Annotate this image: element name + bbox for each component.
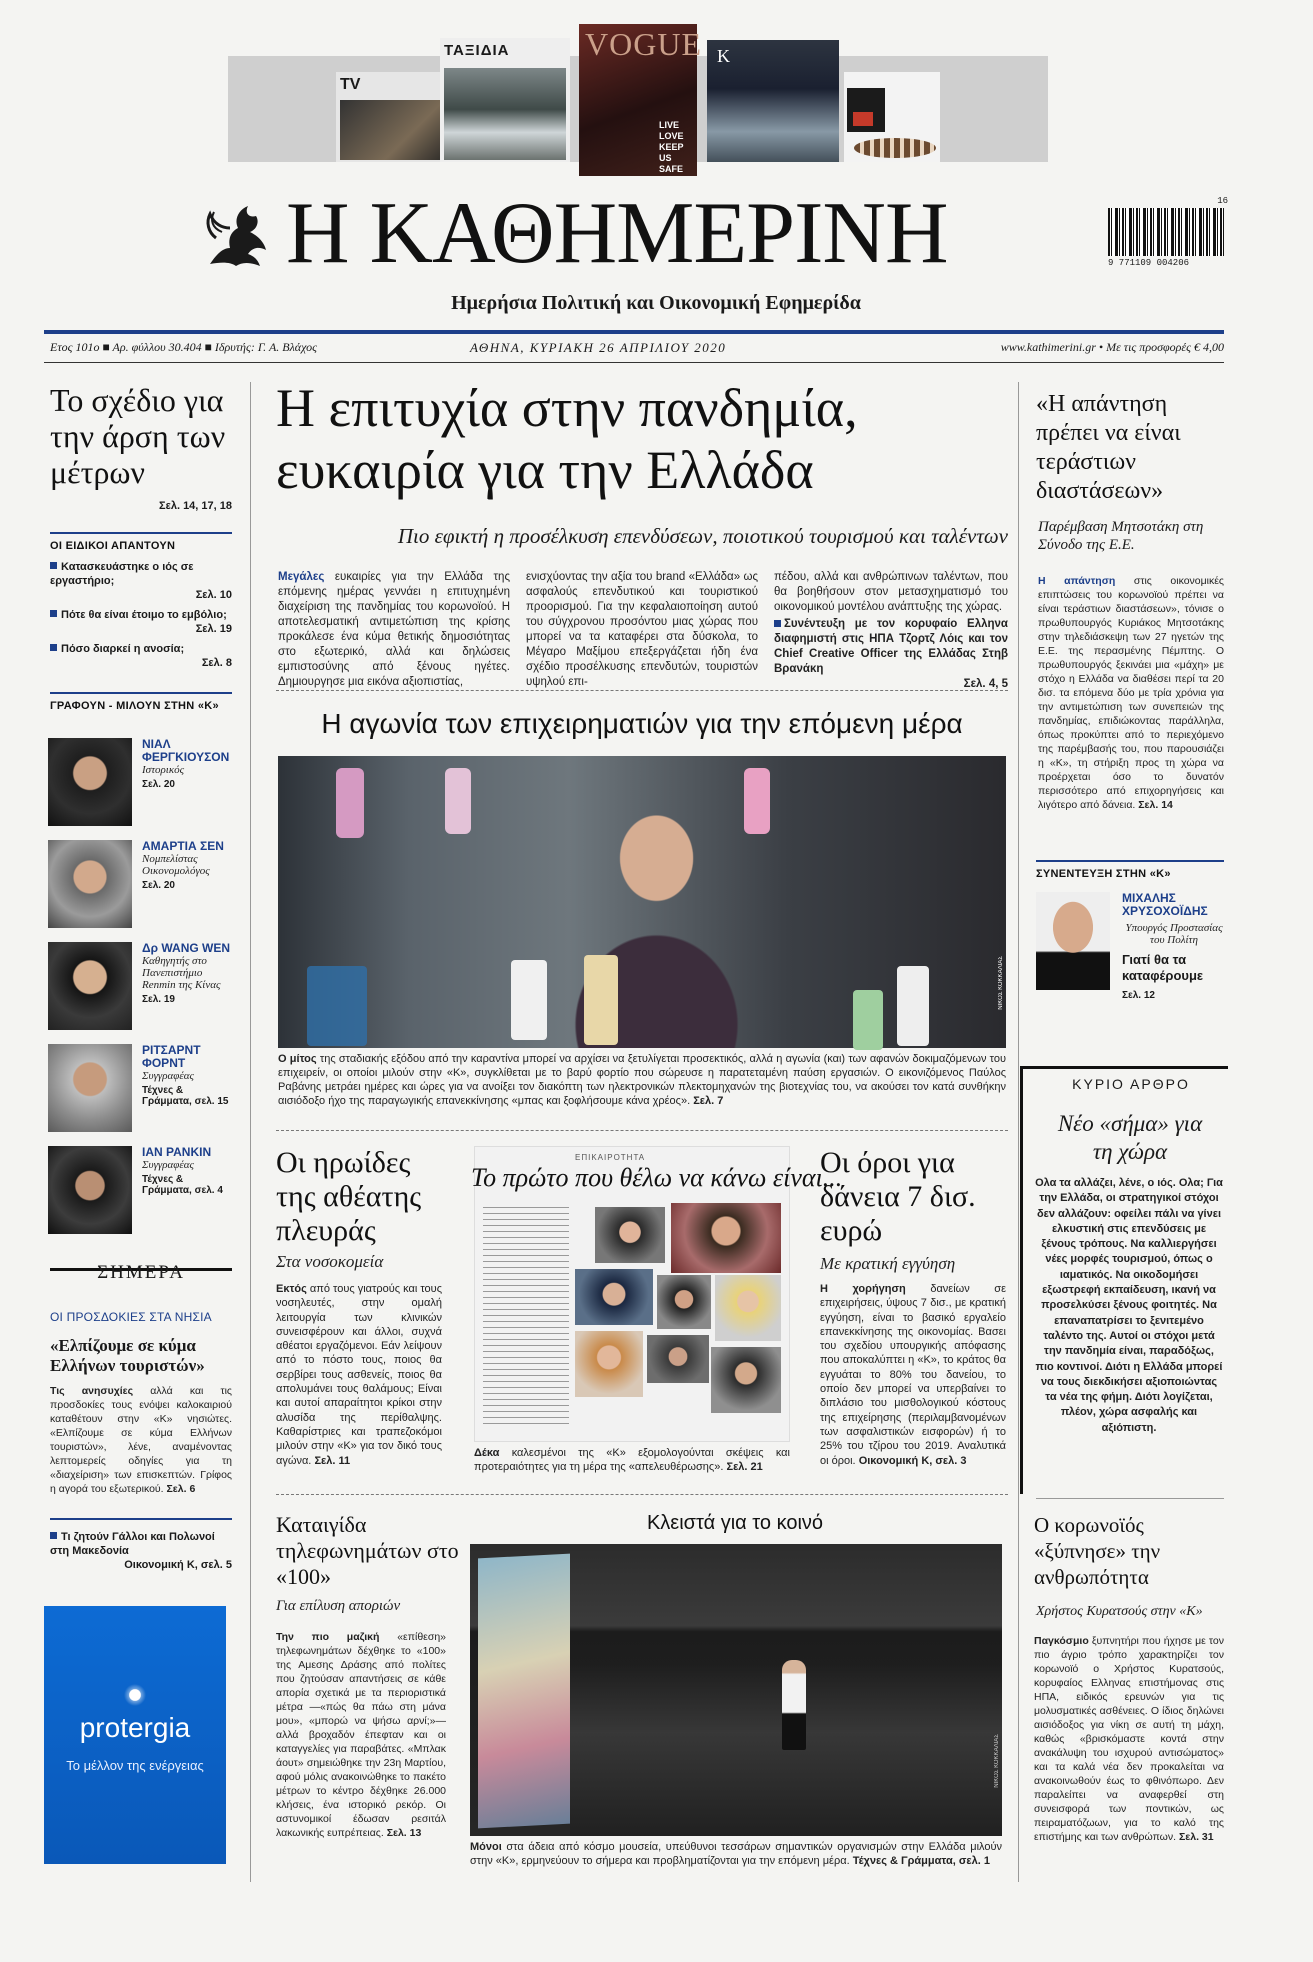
islands-lead: Τις ανησυχίες (50, 1385, 134, 1397)
phones-title[interactable]: Καταιγίδα τηλεφωνημάτων στο «100» (276, 1512, 459, 1589)
phones-subtitle: Για επίλυση αποριών (276, 1598, 401, 1614)
writer-name: Δρ WANG WEN (142, 941, 231, 955)
writer-card[interactable] (48, 738, 234, 832)
loans-lead: Η χορήγηση (820, 1283, 906, 1295)
lead-col1-text: ευκαιρίες για την Ελλάδα της επόμενης ημέρας γεννάει η επιτυχημένη διαχείριση της πανδημίας του κορωνοϊού. Η αποτελεσματική αντιμετώπιση της κρίσης προκάλεσε ένα κύμα θετικής δημοσιότητας στο εξωτερικό, αλλά και δηλώσεις εμπιστοσύνης από ξένους ηγέτες. Δημιουργησε μια εικόνα αξιοπιστίας, (278, 571, 510, 688)
bullet-square-icon (50, 1532, 57, 1539)
experts-item-ref: Σελ. 10 (195, 589, 232, 601)
agony-photo[interactable] (278, 756, 1006, 1048)
writer-avatar (48, 738, 132, 826)
agony-photo-spool (897, 966, 929, 1046)
supplement-taxidia-label: ΤΑΞΙΔΙΑ (444, 42, 510, 59)
gallois-rule (50, 1518, 232, 1520)
quote-text: στις οικονομικές επιπτώσεις του κορωνοϊού πρέπει να είναι τεράστιων διαστάσεων», τόνισε ο πρωθυπουργός Κυριάκος Μητσοτάκης στην τηλεδιάσκεψη των 27 ηγετών της Ε.Ε. της περασμένης Πέμπτης. Ο πρωθυπουργός ξεκινάει μια «μάχη» με στόχο η Ελλάδα να διαθέσει περί τα 20 δισ. τα επόμενα δύο με τρία χρόνια για την αντιμετώπιση των συνεπειών της πανδημίας, επιδιώκοντας παράλληλα, όπως προκύπτει από το περιεχόμενο της παρέμβασής του, που παρουσιάζει η «Κ», τη στήριξη προς τη χώρα να προέρχεται όσο το δυνατόν περισσότερο από επιχορηγήσεις και λιγότερο από δάνεια. (1038, 575, 1224, 811)
masthead-subtitle: Ημερήσια Πολιτική και Οικονομική Εφημερίδα (451, 292, 861, 314)
agony-title[interactable]: Η αγωνία των επιχειρηματιών για την επόμενη μέρα (321, 708, 963, 739)
plan-title[interactable]: Το σχέδιο για την άρση των μέτρων (50, 382, 226, 490)
protergia-ad[interactable] (44, 1606, 226, 1864)
interview-card[interactable] (1036, 892, 1226, 1032)
experts-item-text: Πόσο διαρκεί η ανοσία; (61, 643, 185, 655)
closed-caption-text: στα άδεια από κόσμο μουσεία, υπεύθυνοι τεσσάρων σημαντικών οργανισμών στην Ελλάδα μιλούν στην «Κ», ερμηνεύουν το σήμερα και προβληματίζονται για την επόμενη μέρα. (470, 1841, 1002, 1867)
ten-photo-tile (647, 1335, 709, 1383)
editorial-title[interactable]: Νέο «σήμα» για τη χώρα (1057, 1111, 1203, 1164)
loans-subtitle: Με κρατική εγγύηση (820, 1254, 956, 1273)
barcode-issue: 16 (1217, 196, 1228, 206)
agony-caption-ref: Σελ. 7 (693, 1095, 724, 1107)
writer-name: ΡΙΤΣΑΡΝΤ ΦΟΡΝΤ (142, 1043, 201, 1070)
experts-item-ref: Σελ. 19 (195, 623, 232, 635)
writer-role: Ιστορικός (142, 764, 185, 776)
masthead-bottom-rule (44, 362, 1224, 363)
heroes-subtitle: Στα νοσοκομεία (276, 1252, 384, 1271)
agony-caption-text: της σταδιακής εξόδου από την καραντίνα μπορεί να αρχίσει να ξετυλίγεται προσεκτικός, αλλά η αγωνία (και) των αφανών δοκιμαζόμενων του επιχειρείν, οι οποίοι μιλούν στην «Κ», συγκλίθεται με το βαρύ φορτίο που σώρευσε η παρατεταμένη παύση εργασιών. Ο εικονιζόμενος Παύλος Ραβάνης μετράει ημέρες και ώρες για να ανοίξει τον διακόπτη των ηλεκτρονικών πλεκτομηχανών της βιοτεχνίας του, να ακούσει τον κατά συνθήκην αισιόδοξο ήχο της παραγωγικής επανεκκίνησης «μπας και ξοφλήσουμε κάνα χρέος». (278, 1053, 1006, 1107)
experts-item[interactable] (50, 608, 232, 636)
closed-photo-credit: ΝΙΚΟΣ ΚΟΚΚΑΛΙΑΣ (994, 1734, 1000, 1788)
experts-item-text: Πότε θα είναι έτοιμο το εμβόλιο; (61, 609, 227, 621)
lead-col1-lead: Μεγάλες (278, 571, 325, 583)
loans-title[interactable]: Οι όροι για δάνεια 7 δισ. ευρώ (820, 1146, 976, 1247)
phones-lead: Την πιο μαζική (276, 1631, 380, 1643)
bullet-square-icon (50, 562, 57, 569)
writer-role: Νομπελίστας Οικονομολόγος (142, 853, 210, 877)
writer-avatar (48, 1146, 132, 1234)
writer-name: ΑΜΑΡΤΙΑ ΣΕΝ (142, 839, 224, 853)
plan-refs: Σελ. 14, 17, 18 (159, 500, 232, 512)
interview-topic: Γιατί θα τα καταφέρουμε (1122, 952, 1204, 983)
writer-name: ΝΙΑΛ ΦΕΡΓΚΙΟΥΣΟΝ (142, 737, 230, 764)
closed-photo-banner (478, 1554, 570, 1829)
writer-avatar (48, 1044, 132, 1132)
supplement-tv-label: TV (340, 76, 361, 93)
heroes-lead: Εκτός (276, 1283, 307, 1295)
heroes-text: από τους γιατρούς και τους νοσηλευτές, στην ομαλή λειτουργία των κλινικών συνεισφέρουν και άλλοι, συχνά αθέατοι εργαζόμενοι. Εάν λείψουν από το πόστο τους, ποιος θα σερβίρει τους ασθενείς, ποιος θα απολυμάνει τους θαλάμους; Είναι και αυτοί απαραίτητοι κρίκοι στην αλυσίδα της περίθαλψης. Καθαρίστριες και τραπεζοκόμοι μιλούν στην «Κ» για τον δικό τους αγώνα. (276, 1283, 442, 1467)
experts-list (50, 560, 232, 670)
agony-photo-spool (336, 768, 364, 838)
closed-caption-ref: Τέχνες & Γράμματα, σελ. 1 (852, 1855, 990, 1867)
writer-card[interactable] (48, 1146, 234, 1240)
phones-text: «επίθεση» τηλεφωνημάτων δέχθηκε το «100» της Αμεσης Δράσης από πολίτες που ζητούσαν απαντήσεις σε κάθε απορία σχετικά με τα περιοριστικά μέτρα —«πώς θα πάω στη μάνα μου», «μπορώ να ψήσω αρνί;»— αλλά βροχαδόν έπεφταν και οι καταγγελίες για παραβάτες. «Μπλακ άουτ» σημειώθηκε την 23η Μαρτίου, αφού μόλις ανακοινώθηκε το πακέτο μέτρων το κέντρο δέχθηκε 26.000 κλήσεις, ένα ιστορικό ρεκόρ. Οι αστυνομικοί έδωσαν ρεσιτάλ λακωνικής ευπρέπειας. (276, 1631, 446, 1839)
writer-page: Τέχνες & Γράμματα, σελ. 15 (142, 1085, 229, 1107)
ten-photo-textlines (483, 1207, 569, 1427)
loans-ref: Οικονομική Κ, σελ. 3 (858, 1454, 967, 1467)
ten-photo-tile (575, 1269, 653, 1325)
corona-title[interactable]: Ο κορωνοϊός «ξύπνησε» την ανθρωπότητα (1034, 1513, 1161, 1589)
barcode-number: 9 771109 004206 (1108, 258, 1190, 268)
lead-subtitle: Πιο εφικτή η προσέλκυση επενδύσεων, ποιοτικού τουρισμού και ταλέντων (397, 524, 1008, 548)
masthead-price: www.kathimerini.gr • Με τις προσφορές € 4,00 (1000, 340, 1224, 354)
editorial-label: ΚΥΡΙΟ ΑΡΘΡΟ (1072, 1076, 1190, 1092)
gallois-title: Τι ζητούν Γάλλοι και Πολωνοί στη Μακεδονία (50, 1531, 215, 1557)
heroes-ref: Σελ. 11 (314, 1454, 351, 1467)
phones-body (276, 1630, 446, 1840)
ten-caption (474, 1446, 790, 1474)
heroes-body (276, 1282, 442, 1468)
right-divider (1036, 1498, 1224, 1499)
masthead-title: Η ΚΑΘΗΜΕΡΙΝΗ (286, 185, 948, 282)
col-rule-right (1018, 382, 1019, 1882)
ten-caption-lead: Δέκα (474, 1447, 500, 1459)
agony-photo-spool (853, 990, 883, 1050)
corona-ref: Σελ. 31 (1178, 1831, 1214, 1843)
protergia-brand: protergia (79, 1712, 191, 1743)
agony-photo-spool (584, 955, 618, 1045)
supplement-vogue-label: VOGUE (585, 26, 702, 62)
corona-lead: Παγκόσμιο (1034, 1635, 1089, 1647)
supplement-k[interactable] (707, 40, 839, 162)
corona-subtitle: Χρήστος Κυρατσούς στην «Κ» (1036, 1604, 1203, 1619)
supplement-taxidia[interactable] (440, 38, 570, 162)
lead-interview[interactable]: Συνέντευξη με τον κορυφαίο Ελληνα διαφημιστή στις ΗΠΑ Τζορτζ Λόις και τον Chief Creative Officer της Ελλάδας Στηβ Βρανάκη (774, 618, 1008, 675)
corona-text: ξυπνητήρι που ήχησε με τον πιο άγριο τρόπο χαρακτηρίζει τον κορωνοϊό ο Χρήστος Κυρατσούς, κορυφαίος Ελληνας επιστήμονας στις ΗΠΑ, ειδικός ερευνών για τις μολυσματικές ασθένειες. Ο ίδιος δηλώνει αισιόδοξος για νίκη σε αυτή τη μάχη, καθώς «βρισκόμαστε κοντά στην ανακάλυψη του ισχυρού αντισώματος» και τα καλά νέα δεν προκαλείται να ανακοινωθούν έως το φθινόπωρο. Δεν παραλείπει να αναφερθεί στη συνεισφορά των ποντικών, ως πειραματόζωων, για το καλό της επιστήμης και των ανθρώπων. (1034, 1635, 1224, 1843)
closed-photo-figure (782, 1660, 806, 1750)
loans-body (820, 1282, 1006, 1468)
ten-photo-tile (671, 1203, 781, 1273)
agony-photo-credit: ΝΙΚΟΣ ΚΟΚΚΑΛΙΑΣ (998, 956, 1004, 1010)
agony-photo-spool (307, 966, 367, 1046)
islands-label: ΟΙ ΠΡΟΣΔΟΚΙΕΣ ΣΤΑ ΝΗΣΙΑ (50, 1310, 212, 1324)
writer-card[interactable] (48, 942, 234, 1036)
interview-avatar (1036, 892, 1110, 990)
griffin-logo-icon (200, 198, 276, 272)
writer-page: Σελ. 20 (142, 779, 175, 790)
closed-title[interactable]: Κλειστά για το κοινό (646, 1512, 824, 1534)
lead-divider (276, 690, 1008, 691)
bullet-square-icon (50, 610, 57, 617)
experts-label: ΟΙ ΕΙΔΙΚΟΙ ΑΠΑΝΤΟΥΝ (50, 532, 232, 552)
lead-title-line1[interactable]: Η επιτυχία στην πανδημία, (276, 378, 858, 438)
gallois-ref: Οικονομική Κ, σελ. 5 (124, 1559, 232, 1571)
ten-photo-title: Το πρώτο που θέλω να κάνω είναι... (471, 1163, 843, 1192)
writer-avatar (48, 942, 132, 1030)
quote-lead: Η απάντηση (1038, 575, 1116, 587)
quote-title[interactable]: «Η απάντηση πρέπει να είναι τεράστιων διαστάσεων» (1036, 391, 1181, 504)
supplement-tv-photo (340, 100, 454, 160)
writer-role: Καθηγητής στο Πανεπιστήμιο Renmin της Κίνας (142, 955, 221, 991)
ten-photo-tile (575, 1331, 643, 1397)
lead-col3 (774, 570, 1008, 692)
lead-col2: ενισχύοντας την αξία του brand «Ελλάδα» ως ασφαλούς επενδυτικού και τουριστικού προορισμού. Για την κεφαλαιοποίηση αυτού του σύγχρονου προσόντου μιας χώρας που μπορεί να τα καταφέρει στα δύσκολα, το Μέγαρο Μαξίμου επεξεργάζεται ήδη ένα σχέδιο προσέλκυσης επενδυτών, τουριστών υψηλού επι- (526, 571, 758, 688)
lead-col3-ref: Σελ. 4, 5 (963, 678, 1008, 690)
writer-avatar (48, 840, 132, 928)
protergia-star-icon (122, 1682, 148, 1708)
ten-photo-tile (711, 1347, 781, 1413)
interview-name: ΜΙΧΑΛΗΣ ΧΡΥΣΟΧΟΪΔΗΣ (1122, 891, 1208, 918)
writer-page: Τέχνες & Γράμματα, σελ. 4 (142, 1174, 223, 1196)
bullet-square-icon (50, 644, 57, 651)
lead-title-line2[interactable]: ευκαιρία για την Ελλάδα (276, 440, 814, 500)
islands-title[interactable]: «Ελπίζουμε σε κύμα Ελλήνων τουριστών» (50, 1336, 205, 1375)
islands-text: αλλά και τις προσδοκίες τους ενόψει καλοκαιριού καταθέτουν στην «Κ» νησιώτες. «Ελπίζουμε σε κύμα Ελλήνων τουριστών», λένε, αναμένοντας λεπτομερείς οδηγίες για τη «διαχείριση» των επισκεπτών. Γρίφος η αγορά του εξωτερικού. (50, 1385, 232, 1495)
writer-role: Συγγραφέας (142, 1070, 194, 1082)
islands-body (50, 1384, 232, 1496)
closed-photo[interactable] (470, 1544, 1002, 1836)
writer-role: Συγγραφέας (142, 1159, 194, 1171)
col-rule-left (250, 382, 251, 1882)
experts-item[interactable] (50, 642, 232, 670)
closed-caption-lead: Μόνοι (470, 1841, 502, 1853)
gallois-item[interactable] (50, 1530, 232, 1572)
agony-caption (278, 1052, 1006, 1108)
masthead-date: ΑΘΗΝΑ, ΚΥΡΙΑΚΗ 26 ΑΠΡΙΛΙΟΥ 2020 (470, 340, 727, 355)
bullet-square-icon (774, 620, 781, 627)
closed-caption (470, 1840, 1002, 1868)
today-label: ΣΗΜΕΡΑ (97, 1262, 185, 1283)
supplement-taxidia-photo (444, 68, 566, 160)
agony-photo-spool (744, 768, 770, 834)
ten-photo[interactable] (471, 1146, 843, 1442)
masthead-rule (44, 330, 1224, 334)
lead-col1 (278, 570, 510, 690)
lead-col3-text: πέδου, αλλά και ανθρώπινων ταλέντων, που θα βοηθήσουν στον μετασχηματισμό του οικονομικού μοντέλου ανάπτυξης της χώρας. (774, 571, 1008, 613)
ten-caption-ref: Σελ. 21 (726, 1461, 763, 1473)
experts-item-ref: Σελ. 8 (201, 657, 232, 669)
ten-photo-kicker: ΕΠΙΚΑΙΡΟΤΗΤΑ (575, 1153, 646, 1162)
middle-divider (276, 1494, 1008, 1495)
loans-text: δανείων σε επιχειρήσεις, ύψους 7 δισ., με κρατική εγγύηση, είναι το βασικό εργαλείο επανεκκίνησης της οικονομίας. Βασει του σχεδίου υπουργικής απόφασης που αποκαλύπτει η «Κ», το κράτος θα εγγυάται το 80% του δανείου, το οποίο δεν μπορεί να υπερβαίνει το διπλάσιο του μισθολογικού κόστους της επιχείρησης (περιλαμβανομένων των ασφαλιστικών εισφορών) ή το 25% του τζίρου του 2019. Αναλυτικά οι όροι. (820, 1283, 1006, 1467)
heroes-title[interactable]: Οι ηρωίδες της αθέατης πλευράς (276, 1146, 422, 1247)
ten-caption-text: καλεσμένοι της «Κ» εξομολογούνται σκέψεις και προτεραιότητες για τη μέρα της «απελευθέρωσης». (474, 1447, 790, 1473)
agony-photo-spool (445, 768, 471, 834)
masthead-info-left: Ετος 101ο ■ Αρ. φύλλου 30.404 ■ Ιδρυτής: Γ. Α. Βλάχος (50, 340, 317, 354)
protergia-slogan: Το μέλλον της ενέργειας (66, 1758, 204, 1773)
ten-photo-tile (595, 1207, 665, 1263)
writer-card[interactable] (48, 1044, 234, 1138)
ten-photo-tile (715, 1275, 781, 1341)
agony-photo-spool (511, 960, 547, 1040)
interview-label: ΣΥΝΕΝΤΕΥΞΗ ΣΤΗΝ «Κ» (1036, 860, 1224, 880)
editorial-body: Ολα τα αλλάζει, λένε, ο ιός. Ολα; Για την Ελλάδα, οι στρατηγικοί στόχοι δεν αλλάζουν: οφείλει πάλι να γίνει ελκυστική στις επενδύσεις με ξένους τρόπους. Να καλλιεργήσει νέες μορφές τουρισμού, όπως ο ιαματικός. Να οικοδομήσει εξωστρεφή εκπαίδευση, ικανή να προσελκύσει ξένους φοιτητές. Να επαναπατρίσει το ξενιτεμένο ταλέντο της. Αυτοί οι στόχοι μετά την πανδημία είναι, παραδόξως, πιο κοντινοί. Διότι η Ελλάδα μπορεί να τους διεκδικήσει αξιοποιώντας τα νέα της φήμη. Διότι λογίζεται, πλέον, χώρα ασφαλής και αξιόπιστη. (1035, 1177, 1223, 1434)
agony-caption-lead: Ο μίτος (278, 1053, 317, 1065)
writer-name: ΙΑΝ ΡΑΝΚΙΝ (142, 1145, 212, 1159)
agony-divider (276, 1130, 1008, 1131)
supplement-business-badge (853, 112, 873, 126)
ten-photo-tile (657, 1275, 711, 1329)
quote-body (1038, 574, 1224, 812)
supplement-vogue[interactable] (579, 24, 702, 176)
experts-item[interactable] (50, 560, 232, 602)
supplement-business-swirl (854, 138, 936, 158)
writer-page: Σελ. 20 (142, 880, 175, 891)
barcode (1108, 196, 1228, 272)
barcode-bars (1108, 208, 1224, 256)
quote-ref: Σελ. 14 (1138, 799, 1173, 811)
experts-item-text: Κατασκευάστηκε ο ιός σε εργαστήριο; (50, 561, 194, 587)
writer-page: Σελ. 19 (142, 994, 175, 1005)
writers-label: ΓΡΑΦΟΥΝ - ΜΙΛΟΥΝ ΣΤΗΝ «Κ» (50, 692, 232, 712)
supplement-k-label: K (717, 46, 730, 66)
supplement-business[interactable] (844, 72, 940, 162)
quote-subtitle: Παρέμβαση Μητσοτάκη στη Σύνοδο της Ε.Ε. (1038, 519, 1204, 553)
phones-ref: Σελ. 13 (386, 1827, 422, 1839)
writer-card[interactable] (48, 840, 234, 934)
supplement-vogue-cover-text: LIVE LOVE KEEP US SAFE (659, 120, 684, 174)
interview-role: Υπουργός Προστασίας του Πολίτη (1125, 922, 1223, 946)
islands-ref: Σελ. 6 (166, 1483, 196, 1495)
corona-body (1034, 1634, 1224, 1844)
interview-ref: Σελ. 12 (1122, 990, 1155, 1001)
